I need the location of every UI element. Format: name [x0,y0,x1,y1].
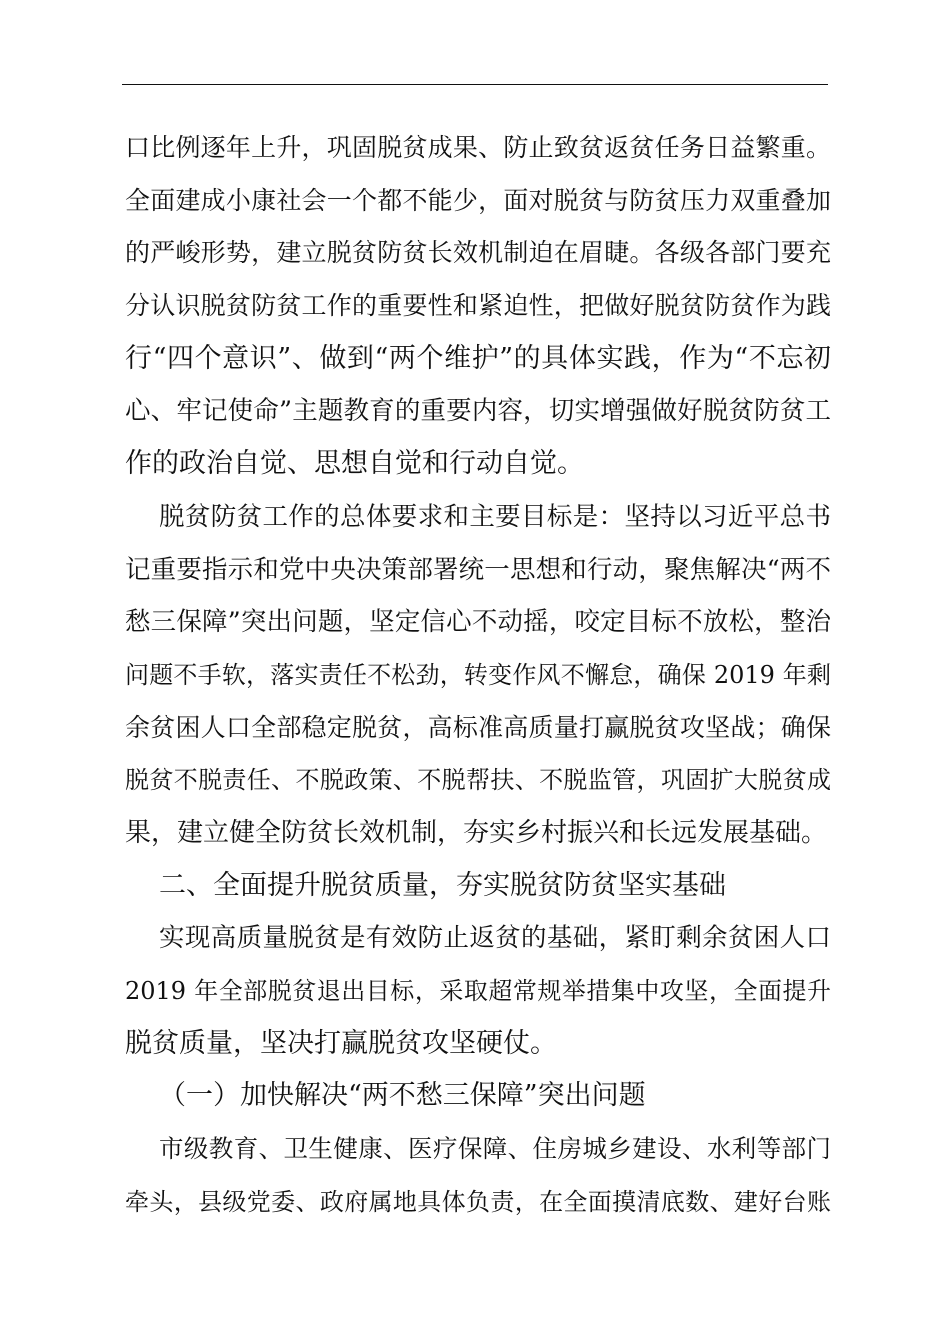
header-rule [122,84,828,85]
text-line: （一）加快解决“两不愁三保障”突出问题 [159,1080,646,1112]
text-line: 脱贫防贫工作的总体要求和主要目标是：坚持以习近平总书 [159,501,831,532]
text-line: 的严峻形势，建立脱贫防贫长效机制迫在眉睫。各级各部门要充 [125,238,831,268]
text-line: 行“四个意识”、做到“两个维护”的具体实践，作为“不忘初 [125,342,831,374]
text-line: 全面建成小康社会一个都不能少，面对脱贫与防贫压力双重叠加 [125,185,831,215]
text-line: 问题不手软，落实责任不松劲，转变作风不懈怠，确保 2019 年剩 [125,660,831,689]
text-line: 作的政治自觉、思想自觉和行动自觉。 [125,448,584,480]
text-line: 口比例逐年上升，巩固脱贫成果、防止致贫返贫任务日益繁重。 [125,133,831,162]
text-line: 二、全面提升脱贫质量，夯实脱贫防贫坚实基础 [159,869,726,901]
document-body [125,122,831,1228]
text-line: 牵头，县级党委、政府属地具体负责，在全面摸清底数、建好台账 [125,1187,831,1216]
text-line: 2019 年全部脱贫退出目标，采取超常规举措集中攻坚，全面提升 [125,977,831,1005]
text-line: 余贫困人口全部稳定脱贫，高标准高质量打赢脱贫攻坚战；确保 [125,712,831,742]
text-line: 心、牢记使命”主题教育的重要内容，切实增强做好脱贫防贫工 [125,396,831,427]
text-line: 愁三保障”突出问题，坚定信心不动摇，咬定目标不放松，整治 [125,607,831,638]
text-line: 分认识脱贫防贫工作的重要性和紧迫性，把做好脱贫防贫作为践 [125,291,831,321]
text-line: 果，建立健全防贫长效机制，夯实乡村振兴和长远发展基础。 [125,817,828,848]
text-line: 实现高质量脱贫是有效防止返贫的基础，紧盯剩余贫困人口 [159,923,831,954]
text-line: 市级教育、卫生健康、医疗保障、住房城乡建设、水利等部门 [159,1134,831,1164]
text-line: 脱贫质量，坚决打赢脱贫攻坚硬仗。 [125,1027,557,1059]
text-line: 脱贫不脱责任、不脱政策、不脱帮扶、不脱监管，巩固扩大脱贫成 [125,766,831,795]
text-line: 记重要指示和党中央决策部署统一思想和行动，聚焦解决“两不 [125,554,831,585]
